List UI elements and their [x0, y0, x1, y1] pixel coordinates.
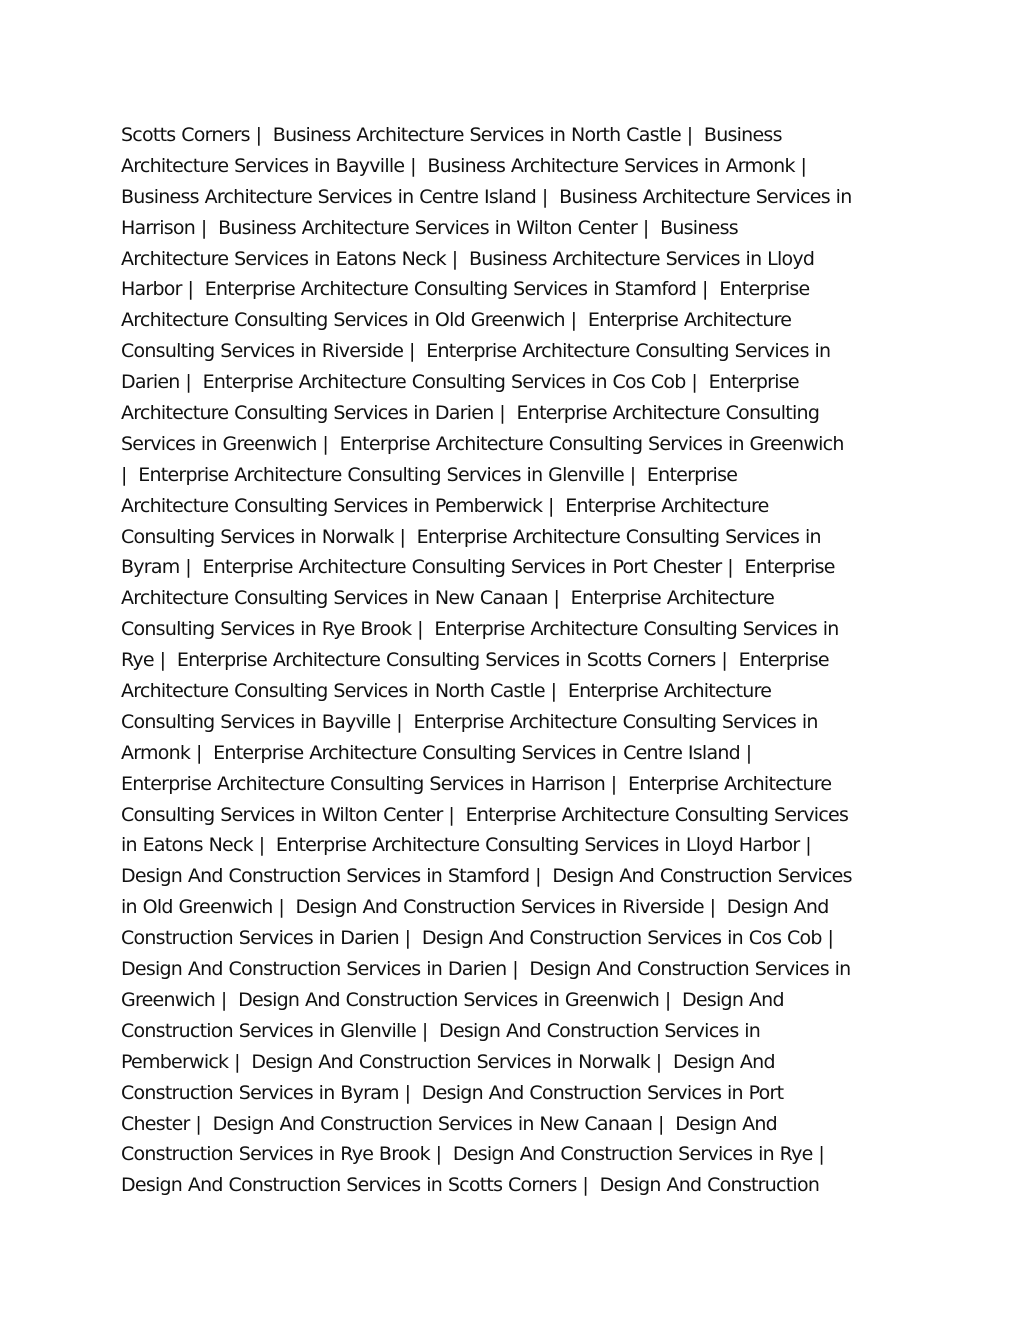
text-line: Architecture Consulting Services in Pemberwick | Enterprise Architecture [121, 494, 769, 517]
text-line: Chester | Design And Construction Services in New Canaan | Design And [121, 1112, 777, 1135]
text-line: Harbor | Enterprise Architecture Consulting Services in Stamford | Enterprise [121, 278, 810, 301]
text-line: Design And Construction Services in Stamford | Design And Construction Services [121, 865, 852, 888]
text-line: Architecture Services in Bayville | Business Architecture Services in Armonk | [121, 154, 807, 177]
text-line: Business Architecture Services in Centre Island | Business Architecture Services in [121, 185, 852, 208]
text-line: Architecture Consulting Services in Darien | Enterprise Architecture Consulting [121, 402, 820, 425]
text-line: Design And Construction Services in Scotts Corners | Design And Construction [121, 1174, 820, 1197]
text-line: Scotts Corners | Business Architecture Services in North Castle | Business [121, 124, 782, 146]
text-line: Byram | Enterprise Architecture Consulting Services in Port Chester | Enterprise [121, 556, 835, 579]
text-line: in Eatons Neck | Enterprise Architecture Consulting Services in Lloyd Harbor | [121, 834, 811, 857]
text-line: Greenwich | Design And Construction Services in Greenwich | Design And [121, 988, 784, 1011]
text-line: Architecture Services in Eatons Neck | Business Architecture Services in Lloyd [121, 247, 815, 270]
body-text [121, 120, 921, 1201]
text-line: Armonk | Enterprise Architecture Consulting Services in Centre Island | [121, 741, 752, 764]
text-line: Architecture Consulting Services in North Castle | Enterprise Architecture [121, 680, 772, 703]
text-line: Enterprise Architecture Consulting Services in Harrison | Enterprise Architecture [121, 772, 832, 795]
text-line: Darien | Enterprise Architecture Consulting Services in Cos Cob | Enterprise [121, 371, 799, 394]
text-line: Rye | Enterprise Architecture Consulting Services in Scotts Corners | Enterprise [121, 649, 829, 672]
text-line: Consulting Services in Rye Brook | Enterprise Architecture Consulting Services in [121, 618, 839, 641]
text-line: Services in Greenwich | Enterprise Architecture Consulting Services in Greenwich [121, 432, 844, 455]
text-line: Pemberwick | Design And Construction Services in Norwalk | Design And [121, 1050, 775, 1073]
text-line: Consulting Services in Riverside | Enterprise Architecture Consulting Services in [121, 340, 831, 363]
text-line: Consulting Services in Bayville | Enterprise Architecture Consulting Services in [121, 710, 818, 733]
text-line: Construction Services in Glenville | Design And Construction Services in [121, 1019, 761, 1042]
text-line: Construction Services in Byram | Design And Construction Services in Port [121, 1081, 784, 1104]
text-line: Harrison | Business Architecture Services in Wilton Center | Business [121, 216, 738, 239]
text-line: Consulting Services in Wilton Center | Enterprise Architecture Consulting Services [121, 803, 849, 826]
text-line: | Enterprise Architecture Consulting Services in Glenville | Enterprise [121, 463, 738, 486]
text-line: Architecture Consulting Services in Old Greenwich | Enterprise Architecture [121, 309, 792, 332]
text-line: Consulting Services in Norwalk | Enterprise Architecture Consulting Services in [121, 525, 821, 548]
text-line: Construction Services in Darien | Design And Construction Services in Cos Cob | [121, 927, 834, 950]
text-line: in Old Greenwich | Design And Construction Services in Riverside | Design And [121, 896, 829, 919]
text-line: Construction Services in Rye Brook | Design And Construction Services in Rye | [121, 1143, 824, 1166]
text-line: Architecture Consulting Services in New Canaan | Enterprise Architecture [121, 587, 775, 610]
text-line: Design And Construction Services in Darien | Design And Construction Services in [121, 958, 851, 981]
